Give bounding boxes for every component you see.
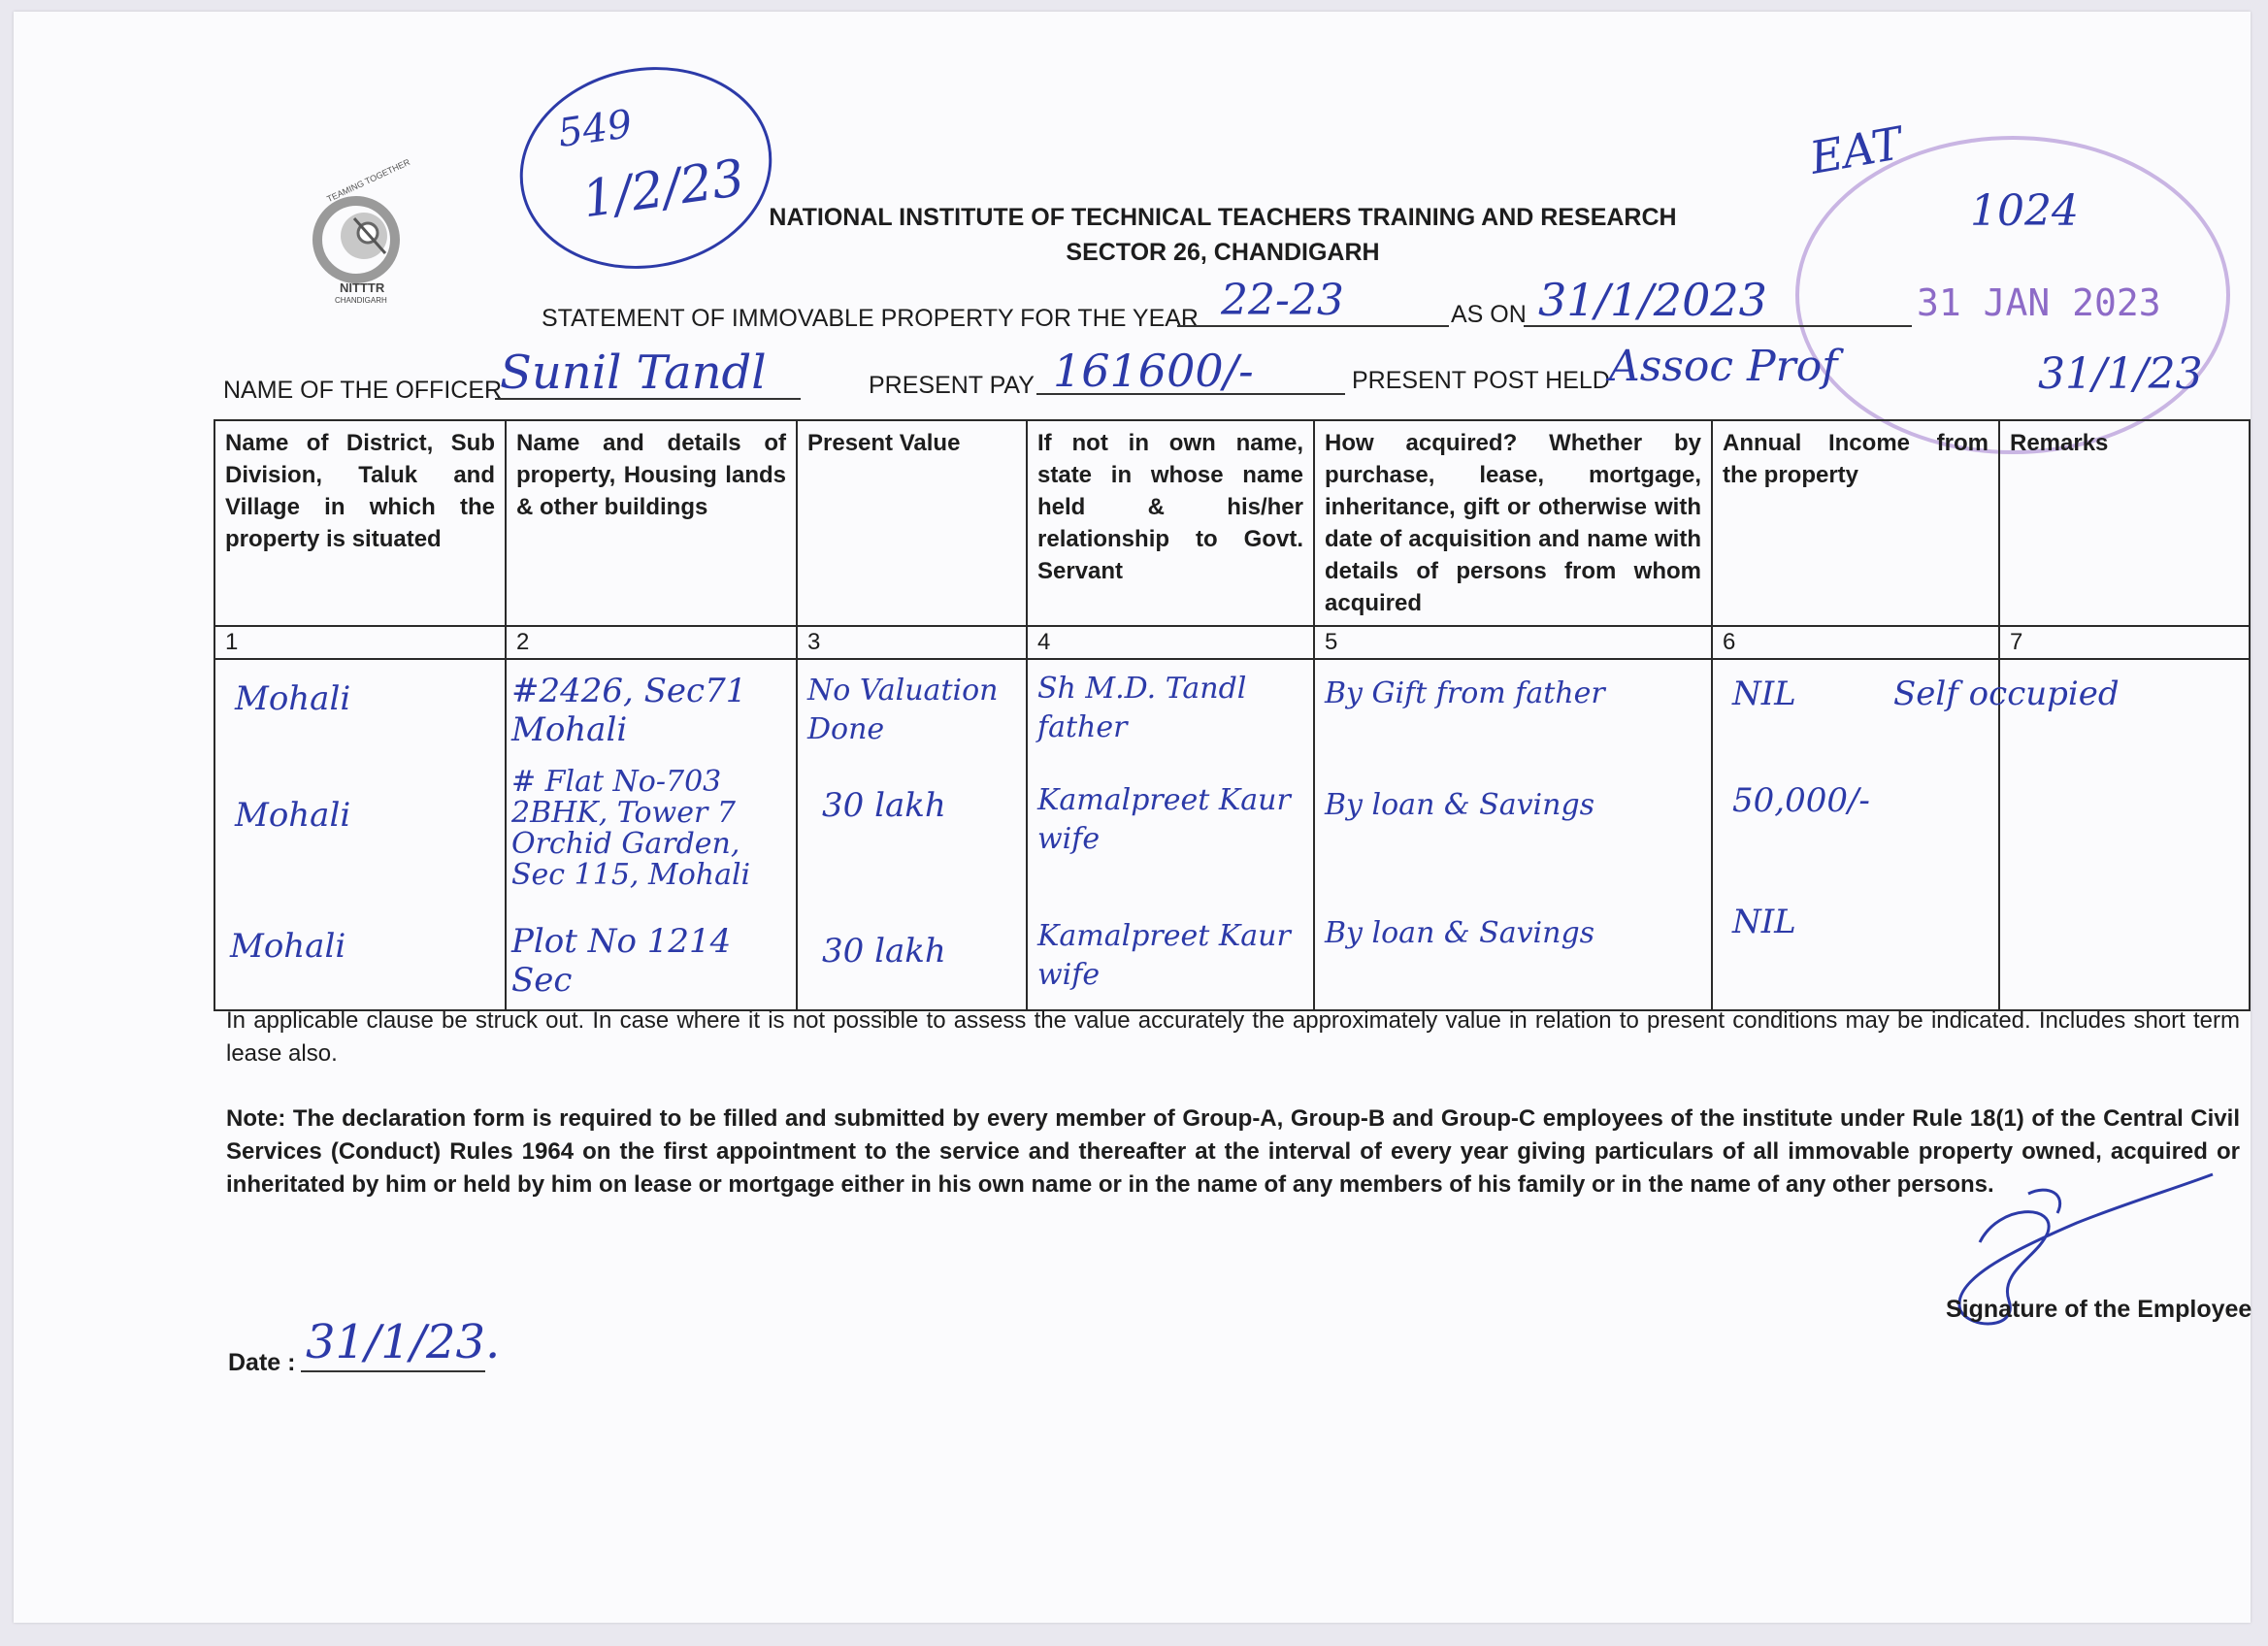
officer-name-label: NAME OF THE OFFICER bbox=[223, 377, 503, 404]
value-cell bbox=[797, 659, 1027, 1010]
present-pay-line bbox=[1036, 393, 1345, 395]
stamp-date: 31 JAN 2023 bbox=[1917, 281, 2161, 324]
acquired-entry: By loan & Savings bbox=[1325, 916, 1595, 950]
date-line bbox=[301, 1370, 485, 1372]
district-cell bbox=[214, 659, 506, 1010]
receipt-date: 31/1/23 bbox=[2038, 349, 2203, 399]
present-post: Assoc Prof bbox=[1609, 342, 1838, 391]
income-entry: NIL bbox=[1732, 675, 1796, 713]
district-entry: Mohali bbox=[235, 679, 351, 718]
property-entry bbox=[511, 672, 746, 749]
logo-top-text: TEAMING TOGETHER bbox=[325, 156, 411, 205]
holder-entry bbox=[1037, 781, 1291, 859]
logo-city: CHANDIGARH bbox=[335, 296, 387, 305]
date-value: 31/1/23. bbox=[306, 1315, 501, 1369]
present-pay-label: PRESENT PAY bbox=[869, 372, 1035, 399]
holder-cell bbox=[1027, 659, 1314, 1010]
eat-mark: EAT bbox=[1806, 116, 1906, 184]
column-number: 3 bbox=[797, 626, 1027, 659]
property-line: # Flat No-703 bbox=[511, 765, 722, 799]
value-entry: 30 lakh bbox=[822, 932, 946, 971]
column-number-row bbox=[214, 626, 2250, 659]
value-entry bbox=[807, 672, 998, 749]
acquired-cell bbox=[1314, 659, 1712, 1010]
declaration-note: Note: The declaration form is required to be filled and submitted by every member of Group-A, Group-B and Group-C employees of the institute under Rule 18(1) of the Central Civil Services (Conduct) Rules 1964 on the first appointment to the service and thereafter at the interval of every year giving particulars of all immovable property owned, acquired or inheritated by him or held by him on lease or mortgage either in his own name or in the name of any members of his family or in the name of any other persons. bbox=[226, 1105, 2240, 1198]
header-value: Present Value bbox=[797, 420, 1027, 626]
date-label: Date : bbox=[228, 1349, 296, 1376]
holder-line: Sh M.D. Tandl bbox=[1037, 672, 1247, 706]
inward-date: 1/2/23 bbox=[578, 148, 748, 230]
stamp-number: 1024 bbox=[1970, 186, 2079, 236]
district-entry: Mohali bbox=[230, 927, 346, 966]
property-line: Plot No 1214 bbox=[511, 922, 732, 961]
signature-label: Signature of the Employee bbox=[1946, 1296, 2252, 1323]
statement-label: STATEMENT OF IMMOVABLE PROPERTY FOR THE YEAR bbox=[542, 305, 1199, 332]
institute-address: SECTOR 26, CHANDIGARH bbox=[1066, 239, 1380, 266]
holder-line: Kamalpreet Kaur bbox=[1037, 783, 1291, 817]
property-line: Sec bbox=[511, 961, 573, 1000]
header-holder: If not in own name, state in whose name held & his/her relationship to Govt. Servant bbox=[1027, 420, 1314, 626]
acquired-entry: By Gift from father bbox=[1325, 676, 1605, 710]
present-pay: 161600/- bbox=[1053, 345, 1254, 397]
column-number: 7 bbox=[1999, 626, 2250, 659]
as-on-label: AS ON bbox=[1451, 301, 1527, 328]
footnote: In applicable clause be struck out. In case where it is not possible to assess the value accurately the approximately value in relation to present conditions may be indicated. Includes short term lease also. bbox=[226, 1007, 2240, 1067]
holder-entry bbox=[1037, 670, 1246, 747]
officer-name: Sunil Tandl bbox=[500, 346, 767, 400]
header-acquired: How acquired? Whether by purchase, lease, mortgage, inheritance, gift or otherwise with date of acquisition and name with details of persons from whom acquired bbox=[1314, 420, 1712, 626]
as-on-line bbox=[1524, 325, 1912, 327]
logo-name: NITTTR bbox=[340, 280, 385, 295]
property-entry bbox=[511, 922, 731, 1000]
district-entry: Mohali bbox=[235, 796, 351, 835]
inward-number: 549 bbox=[555, 101, 636, 157]
value-line: Done bbox=[807, 712, 885, 746]
header-income: Annual Income from the property bbox=[1712, 420, 1999, 626]
column-number: 5 bbox=[1314, 626, 1712, 659]
holder-line: father bbox=[1037, 710, 1128, 744]
property-line: Sec 115, Mohali bbox=[511, 858, 751, 892]
remarks-entry: Self occupied bbox=[1893, 675, 2120, 713]
officer-name-line bbox=[495, 398, 801, 400]
holder-line: wife bbox=[1037, 958, 1101, 992]
acquired-entry: By loan & Savings bbox=[1325, 788, 1595, 822]
property-line: Orchid Garden, bbox=[511, 827, 740, 861]
header-remarks: Remarks bbox=[1999, 420, 2250, 626]
property-line: #2426, Sec71 bbox=[511, 672, 747, 710]
holder-entry bbox=[1037, 917, 1291, 995]
entries-row bbox=[214, 659, 2250, 1010]
column-number: 2 bbox=[506, 626, 797, 659]
header-row bbox=[214, 420, 2250, 626]
value-entry: 30 lakh bbox=[822, 786, 946, 825]
statement-year-line bbox=[1177, 325, 1449, 327]
institute-name: NATIONAL INSTITUTE OF TECHNICAL TEACHERS TRAINING AND RESEARCH bbox=[769, 204, 1677, 231]
holder-line: Kamalpreet Kaur bbox=[1037, 919, 1291, 953]
nitttr-logo bbox=[296, 156, 422, 311]
property-line: 2BHK, Tower 7 bbox=[511, 796, 736, 830]
income-entry: 50,000/- bbox=[1732, 781, 1870, 820]
value-line: No Valuation bbox=[807, 674, 999, 708]
column-number: 1 bbox=[214, 626, 506, 659]
column-number: 6 bbox=[1712, 626, 1999, 659]
property-entry bbox=[511, 767, 750, 891]
column-number: 4 bbox=[1027, 626, 1314, 659]
property-cell bbox=[506, 659, 797, 1010]
income-entry: NIL bbox=[1732, 903, 1796, 941]
property-table bbox=[214, 419, 2251, 1011]
statement-year: 22-23 bbox=[1221, 276, 1344, 325]
remarks-cell bbox=[1893, 659, 2250, 1010]
property-line: Mohali bbox=[511, 710, 628, 749]
present-post-label: PRESENT POST HELD bbox=[1352, 367, 1610, 394]
holder-line: wife bbox=[1037, 822, 1101, 856]
as-on-date: 31/1/2023 bbox=[1538, 274, 1767, 326]
header-property: Name and details of property, Housing lands & other buildings bbox=[506, 420, 797, 626]
header-district: Name of District, Sub Division, Taluk and Village in which the property is situated bbox=[214, 420, 506, 626]
